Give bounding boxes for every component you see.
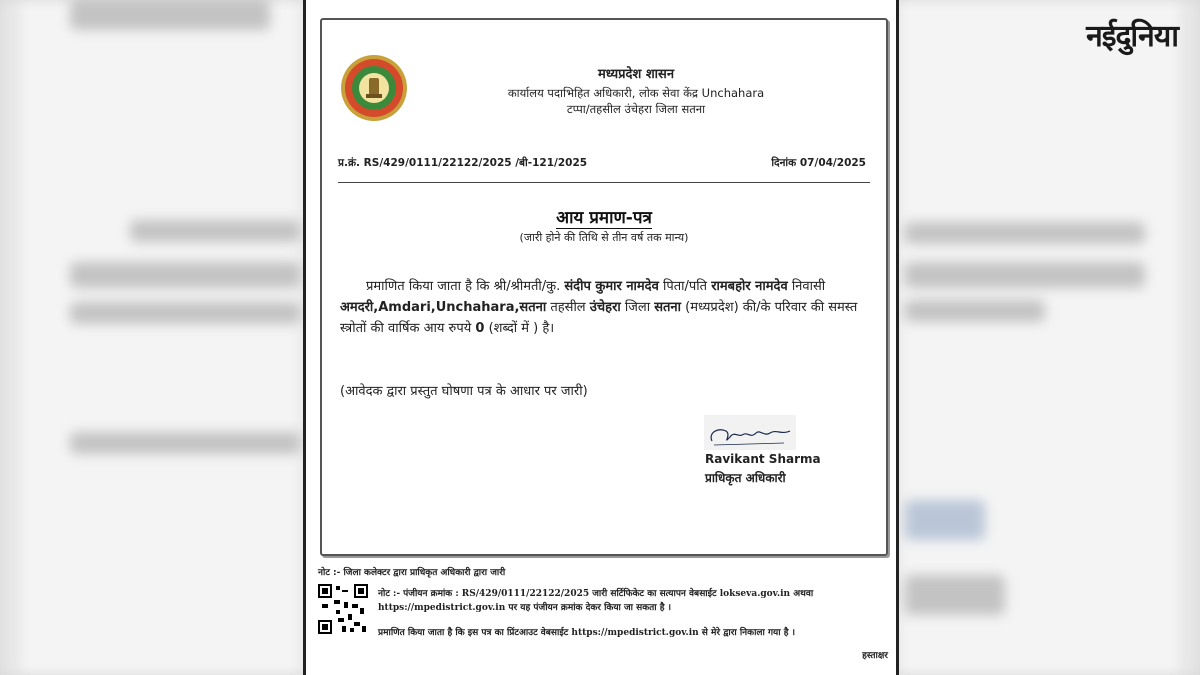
signer-title: प्राधिकृत अधिकारी — [705, 471, 786, 485]
qr-code-icon — [318, 584, 368, 634]
signer-name: Ravikant Sharma — [705, 452, 821, 466]
footer-note-issuer: नोट :- जिला कलेक्टर द्वारा प्राधिकृत अधिकारी द्वारा जारी — [318, 568, 506, 578]
signature-label: हस्ताक्षर — [862, 651, 888, 661]
header-office: कार्यालय पदाभिहित अधिकारी, लोक सेवा केंद्र Unchahara — [507, 86, 765, 100]
footer-verification-note: नोट :- पंजीयन क्रमांक : RS/429/0111/22122/2025 जारी सर्टिफिकेट का सत्यापन वेबसाईट lokseva.gov.in अथवा https://mpedistrict.gov.in पर यह पंजीयन क्रमांक देकर किया जा सकता है । — [378, 589, 814, 613]
header-divider — [338, 182, 870, 183]
certificate-document — [303, 0, 899, 675]
certificate-title: आय प्रमाण-पत्र — [556, 208, 652, 228]
annual-income: 0 — [475, 321, 485, 336]
validity-note: (जारी होने की तिथि से तीन वर्ष तक मान्य) — [519, 231, 689, 244]
newspaper-logo: नईदुनिया — [1086, 19, 1178, 54]
issue-date: दिनांक 07/04/2025 — [771, 157, 866, 169]
address: अमदरी,Amdari,Unchahara,सतना — [340, 300, 547, 315]
father-name: रामबहोर नामदेव — [711, 279, 788, 294]
tehsil: उंचेहरा — [589, 300, 621, 315]
applicant-declaration-note: (आवेदक द्वारा प्रस्तुत घोषणा पत्र के आधार पर जारी) — [340, 384, 588, 399]
header-government: मध्यप्रदेश शासन — [597, 67, 675, 82]
footer-printout-note: प्रमाणित किया जाता है कि इस पत्र का प्रिंटआउट वेबसाईट https://mpedistrict.gov.in से मेरे द्वारा निकाला गया है । — [378, 628, 796, 638]
header-tehsil: टप्पा/तहसील उंचेहरा जिला सतना — [566, 102, 706, 116]
certificate-body: प्रमाणित किया जाता है कि श्री/श्रीमती/कु. संदीप कुमार नामदेव पिता/पति रामबहोर नामदेव निवासी अमदरी,Amdari,Unchahara,सतना तहसील उंचेहरा जिला सतना (मध्यप्रदेश) की/के परिवार की समस्त स्त्रोतों की वार्षिक आय रुपये 0 (शब्दों में ) है। — [340, 279, 858, 336]
mp-state-emblem-icon — [340, 54, 408, 122]
holder-name: संदीप कुमार नामदेव — [564, 279, 659, 294]
signature-image — [704, 415, 796, 450]
district: सतना — [654, 300, 682, 315]
reference-number: प्र.क्रं. RS/429/0111/22122/2025 /बी-121/2025 — [338, 157, 588, 169]
